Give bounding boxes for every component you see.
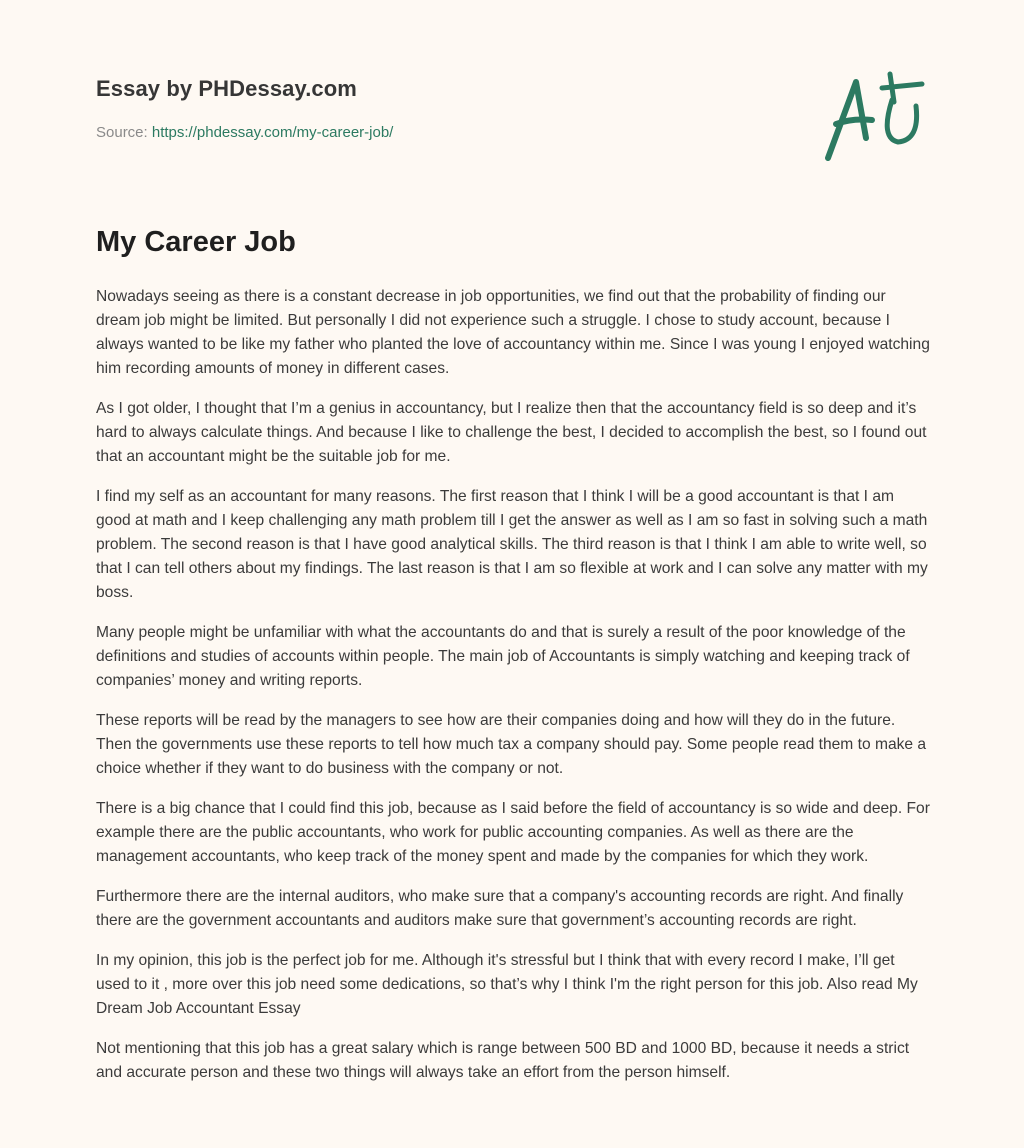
page-header <box>96 76 393 141</box>
paragraph-text: In my opinion, this job is the perfect job for me. Although it's stressful but I think that with every record I make, I’ll get used to it , more over this job need some dedications, so that’s why I think I'm the right person for this job. <box>96 952 895 993</box>
site-title: Essay by PHDessay.com <box>96 76 357 101</box>
paragraph-with-also-read <box>96 949 932 1021</box>
paragraph: As I got older, I thought that I’m a genius in accountancy, but I realize then that the accountancy field is so deep and it’s hard to always calculate things. And because I like to challenge the best, I decided to accomplish the best, so I found out that an accountant might be the suitable job for me. <box>96 400 927 465</box>
essay-title: My Career Job <box>96 226 296 258</box>
also-read-link[interactable]: My Dream Job Accountant Essay <box>96 976 918 1017</box>
paragraph: Many people might be unfamiliar with what the accountants do and that is surely a result of the poor knowledge of the definitions and studies of accounts within people. The main job of Accountants is simply watching and keeping track of companies’ money and writing reports. <box>96 624 910 689</box>
paragraph: These reports will be read by the managers to see how are their companies doing and how will they do in the future. Then the governments use these reports to tell how much tax a company should pay. Some people read them to make a choice whether if they want to do business with the company or not. <box>96 712 927 777</box>
a-plus-logo-icon <box>822 68 926 164</box>
paragraph: Nowadays seeing as there is a constant decrease in job opportunities, we find out that the probability of finding our dream job might be limited. But personally I did not experience such a struggle. I chose to study account, because I always wanted to be like my father who planted the love of accountancy within me. Since I was young I enjoyed watching him recording amounts of money in different cases. <box>96 288 930 377</box>
essay-body <box>96 285 932 1101</box>
source-label: Source: <box>96 124 148 141</box>
source-line <box>96 124 393 141</box>
paragraph: There is a big chance that I could find this job, because as I said before the field of accountancy is so wide and deep. For example there are the public accountants, who work for public accounting companies. As well as there are the management accountants, who keep track of the money spent and made by the companies for which they work. <box>96 800 930 865</box>
paragraph: Furthermore there are the internal auditors, who make sure that a company's accounting records are right. And finally there are the government accountants and auditors make sure that government’s accounting records are right. <box>96 888 904 929</box>
paragraph: Not mentioning that this job has a great salary which is range between 500 BD and 1000 BD, because it needs a strict and accurate person and these two things will always take an effort from the person himself. <box>96 1040 910 1081</box>
also-read-prefix: Also read <box>826 976 893 993</box>
paragraph: I find my self as an accountant for many reasons. The first reason that I think I will be a good accountant is that I am good at math and I keep challenging any math problem till I get the answer as well as I am so fast in solving such a math problem. The second reason is that I have good analytical skills. The third reason is that I think I am able to write well, so that I can tell others about my findings. The last reason is that I am so flexible at work and I can solve any matter with my boss. <box>96 488 928 601</box>
source-link[interactable]: https://phdessay.com/my-career-job/ <box>151 124 394 141</box>
